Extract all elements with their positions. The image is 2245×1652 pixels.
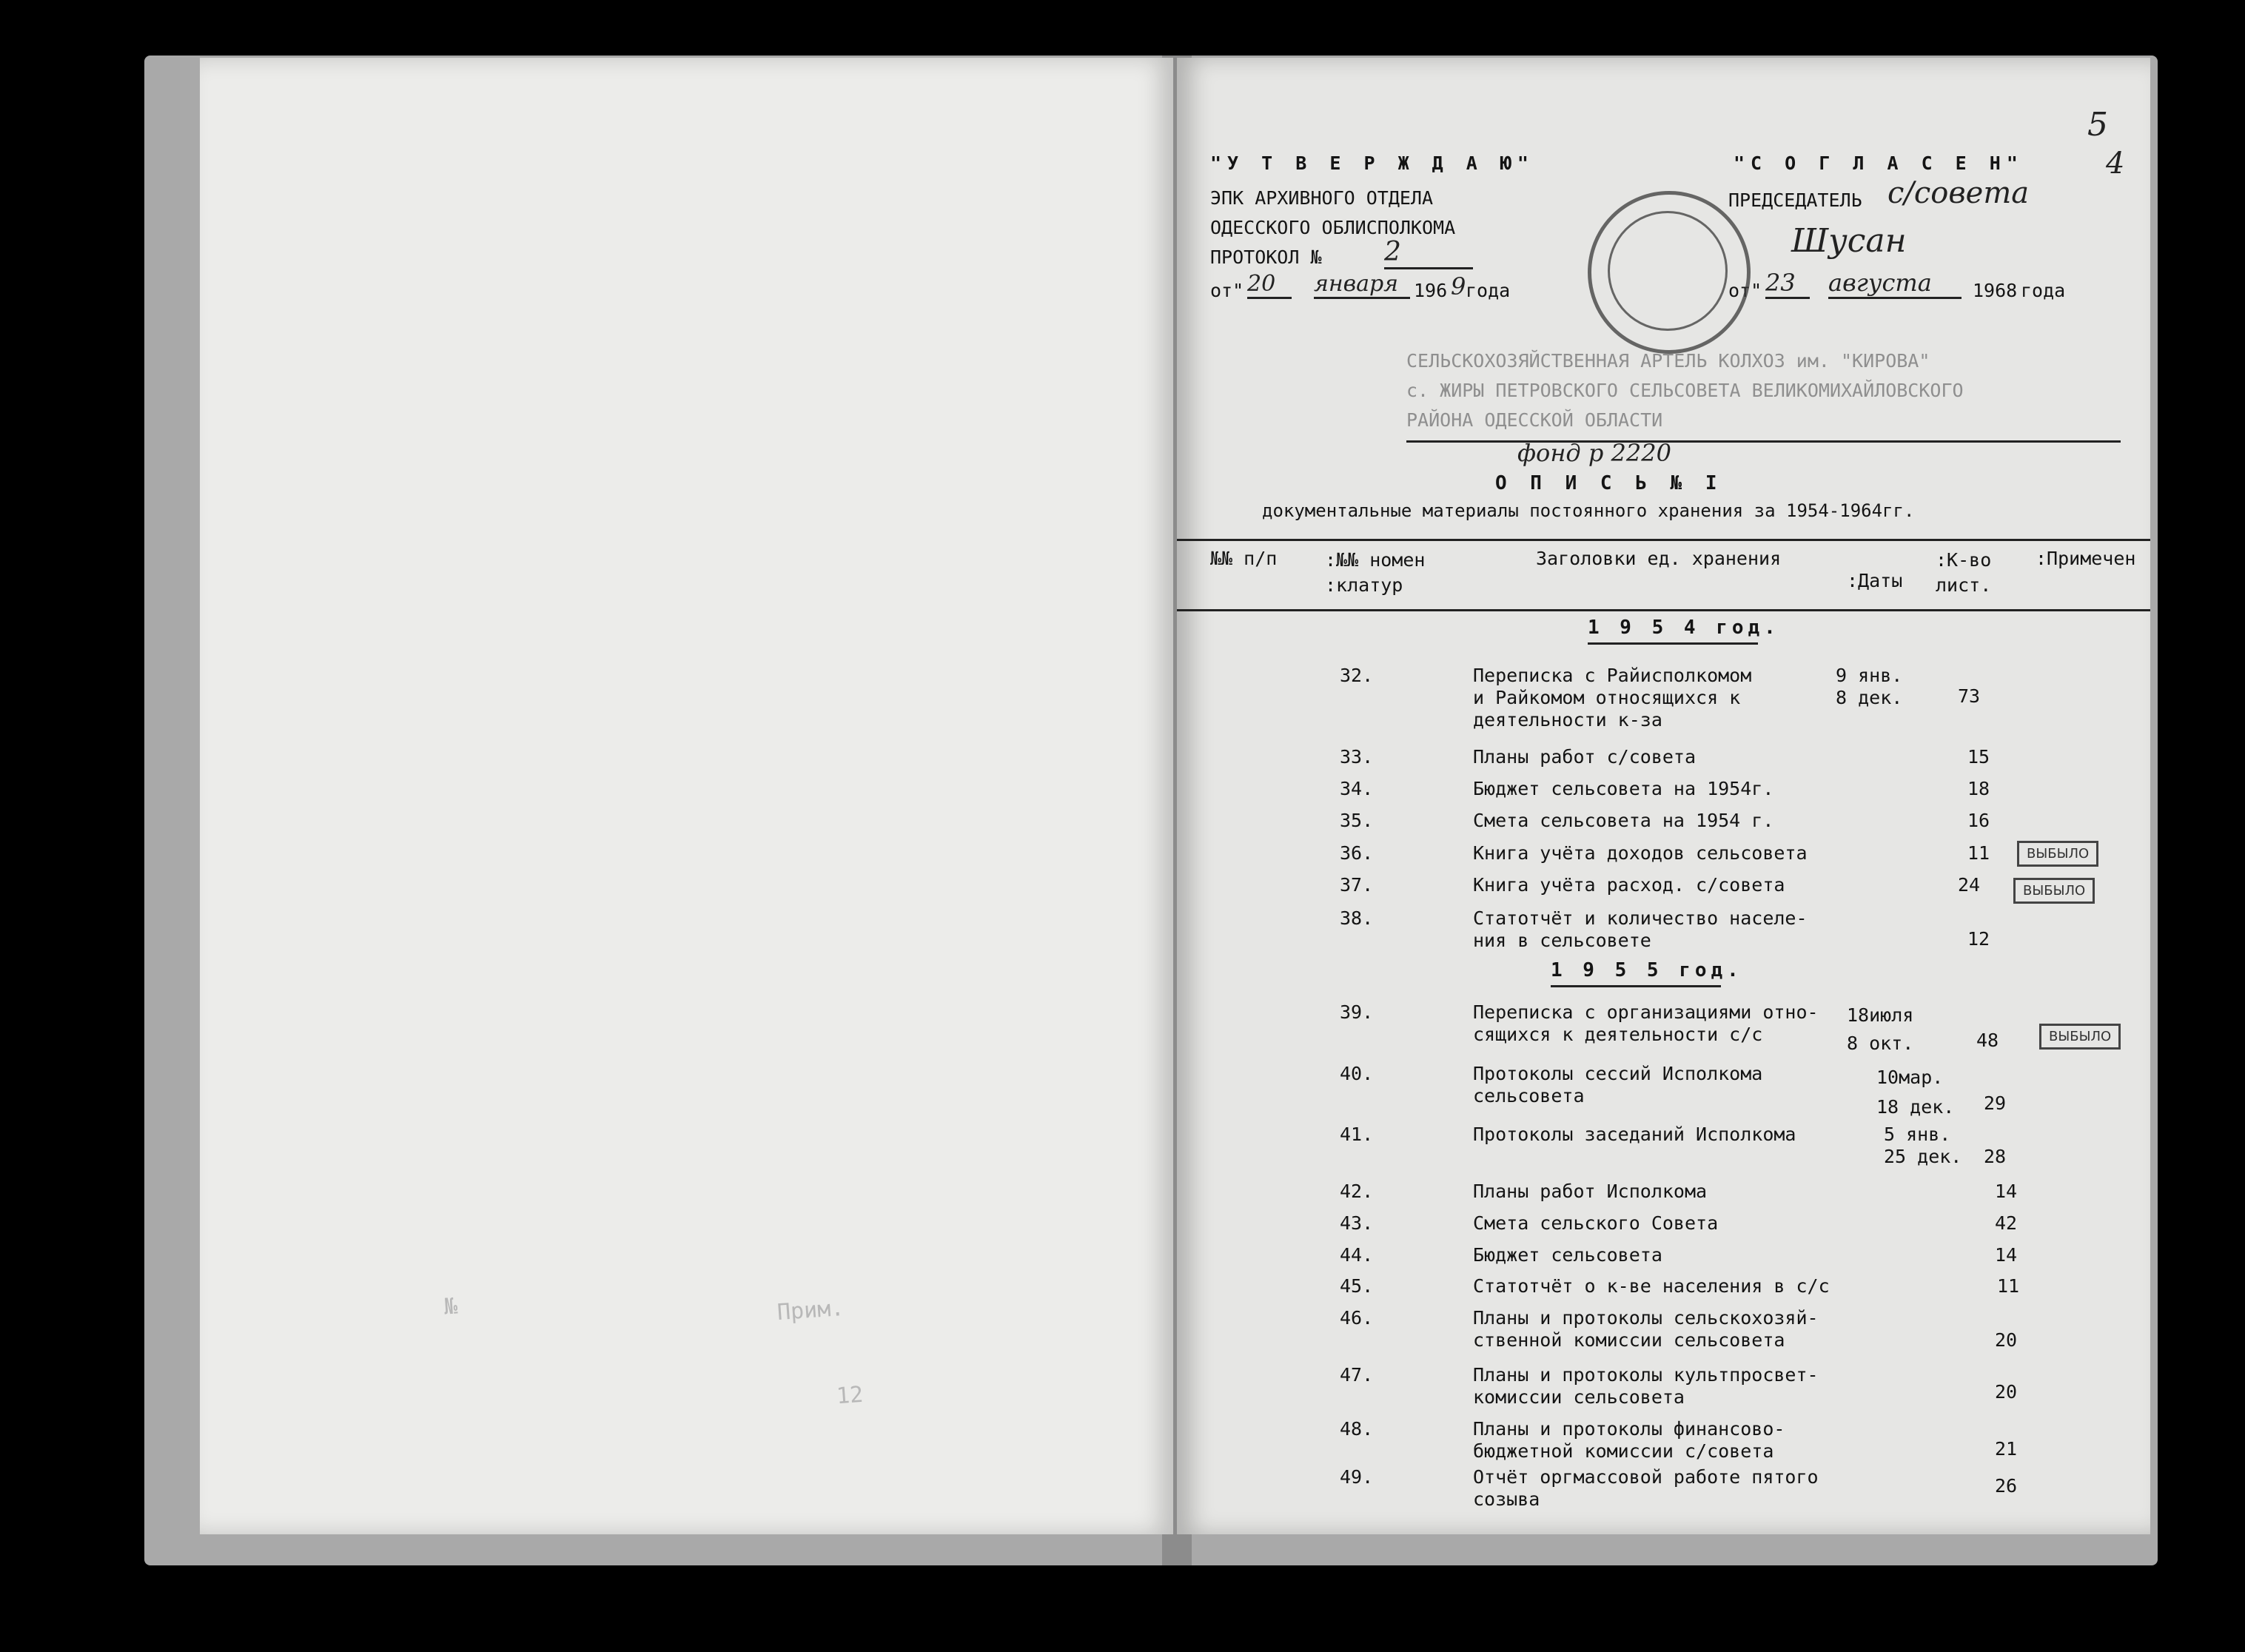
- year-1954-heading: 1 9 5 4 год.: [1588, 617, 1780, 639]
- opis-subtitle: документальные материалы постоянного хранения за 1954-1964гг.: [1262, 500, 1915, 521]
- row-dates: 18июля 8 окт.: [1847, 1004, 1914, 1054]
- row-title: Книга учёта доходов сельсовета: [1473, 842, 1808, 864]
- approved-date-suffix: года: [1466, 280, 1511, 301]
- row-sheets: 20: [1995, 1381, 2018, 1403]
- left-page: [200, 58, 1173, 1534]
- row-sheets: 21: [1995, 1438, 2018, 1460]
- approved-line2: ОДЕССКОГО ОБЛИСПОЛКОМА: [1210, 217, 1456, 238]
- header-index: :№№ номен :клатур: [1325, 549, 1426, 596]
- row-title: Книга учёта расход. с/совета: [1473, 874, 1785, 896]
- agreed-date-prefix: от": [1728, 280, 1762, 301]
- header-sheets: :К-во лист.: [1936, 549, 1992, 596]
- corner-mark: 5: [2087, 106, 2108, 144]
- row-sheets: 15: [1967, 746, 1990, 768]
- row-sheets: 48: [1976, 1030, 1999, 1051]
- row-num: 42.: [1340, 1181, 1374, 1202]
- corner-mark: 4: [2106, 147, 2125, 181]
- organization-line3: РАЙОНА ОДЕССКОЙ ОБЛАСТИ: [1406, 409, 1663, 431]
- row-num: 46.: [1340, 1307, 1374, 1329]
- row-num: 45.: [1340, 1275, 1374, 1297]
- organization-line2: с. ЖИРЫ ПЕТРОВСКОГО СЕЛЬСОВЕТА ВЕЛИКОМИХАЙЛОВСКОГО: [1406, 380, 1964, 401]
- fond-number: фонд р 2220: [1517, 439, 1671, 467]
- row-sheets: 11: [1967, 842, 1990, 864]
- header-num: №№ п/п: [1210, 548, 1278, 569]
- withdrawn-stamp: ВЫБЫЛО: [2013, 878, 2095, 904]
- row-sheets: 16: [1967, 810, 1990, 831]
- year-1954-underline: [1588, 642, 1758, 645]
- row-sheets: 20: [1995, 1329, 2018, 1351]
- header-dates: :Даты: [1847, 570, 1903, 591]
- row-sheets: 18: [1967, 778, 1990, 799]
- row-title: Планы и протоколы сельскохозяй- ственной комиссии сельсовета: [1473, 1307, 1819, 1351]
- row-sheets: 28: [1984, 1146, 2007, 1167]
- approved-date-month: января: [1314, 271, 1410, 299]
- row-title: Планы и протоколы культпросвет- комиссии сельсовета: [1473, 1364, 1819, 1408]
- round-seal: [1588, 191, 1751, 354]
- chairman-label: ПРЕДСЕДАТЕЛЬ: [1728, 189, 1862, 211]
- row-title: Планы и протоколы финансово- бюджетной комиссии с/совета: [1473, 1418, 1785, 1462]
- approved-line1: ЭПК АРХИВНОГО ОТДЕЛА: [1210, 187, 1434, 209]
- protocol-label: ПРОТОКОЛ №: [1210, 246, 1322, 268]
- row-num: 33.: [1340, 746, 1374, 768]
- table-header-rule: [1177, 609, 2150, 611]
- row-num: 36.: [1340, 842, 1374, 864]
- protocol-number: 2: [1384, 237, 1473, 269]
- year-1955-underline: [1551, 985, 1721, 987]
- agreed-date-month: августа: [1828, 269, 1962, 299]
- row-title: Бюджет сельсовета: [1473, 1244, 1662, 1266]
- row-title: Бюджет сельсовета на 1954г.: [1473, 778, 1774, 799]
- withdrawn-stamp: ВЫБЫЛО: [2039, 1024, 2121, 1050]
- row-num: 44.: [1340, 1244, 1374, 1266]
- row-num: 40.: [1340, 1063, 1374, 1084]
- row-num: 39.: [1340, 1001, 1374, 1023]
- agreed-title: "С О Г Л А С Е Н": [1734, 152, 2024, 174]
- row-num: 35.: [1340, 810, 1374, 831]
- row-sheets: 24: [1958, 874, 1981, 896]
- table-top-rule: [1177, 539, 2150, 541]
- row-num: 43.: [1340, 1212, 1374, 1234]
- row-sheets: 42: [1995, 1212, 2018, 1234]
- chairman-signature: Шусан: [1791, 222, 1907, 260]
- row-sheets: 26: [1995, 1475, 2018, 1497]
- row-dates: 5 янв. 25 дек.: [1884, 1124, 1962, 1167]
- row-sheets: 14: [1995, 1244, 2018, 1266]
- row-dates: 10мар. 18 дек.: [1876, 1067, 1955, 1118]
- row-num: 47.: [1340, 1364, 1374, 1386]
- header-title: Заголовки ед. хранения: [1536, 548, 1782, 569]
- agreed-date-suffix: года: [2021, 280, 2066, 301]
- row-sheets: 12: [1967, 928, 1990, 950]
- row-title: Смета сельского Совета: [1473, 1212, 1719, 1234]
- year-1955-heading: 1 9 5 5 год.: [1551, 959, 1743, 981]
- row-title: Планы работ с/совета: [1473, 746, 1697, 768]
- row-title: Переписка с Райисполкомом и Райкомом относящихся к деятельности к-за: [1473, 665, 1752, 731]
- row-num: 34.: [1340, 778, 1374, 799]
- row-sheets: 29: [1984, 1092, 2007, 1114]
- row-num: 49.: [1340, 1466, 1374, 1488]
- chairman-handwritten: с/совета: [1887, 176, 2030, 210]
- organization-divider: [1406, 440, 2121, 443]
- faint-mark: 12: [835, 1381, 865, 1410]
- withdrawn-stamp: ВЫБЫЛО: [2017, 841, 2098, 867]
- row-title: Протоколы заседаний Исполкома: [1473, 1124, 1796, 1145]
- document-page: [1177, 58, 2150, 1534]
- approved-date-prefix: от": [1210, 280, 1244, 301]
- approved-date-year-hw: 9: [1451, 272, 1466, 300]
- faint-mark: Прим.: [776, 1295, 845, 1326]
- row-title: Протоколы сессий Исполкома сельсовета: [1473, 1063, 1763, 1107]
- row-num: 38.: [1340, 907, 1374, 929]
- opis-title: О П И С Ь № I: [1495, 472, 1723, 494]
- row-title: Смета сельсовета на 1954 г.: [1473, 810, 1774, 831]
- row-title: Планы работ Исполкома: [1473, 1181, 1708, 1202]
- row-title: Отчёт оргмассовой работе пятого созыва: [1473, 1466, 1819, 1510]
- row-sheets: 73: [1958, 685, 1981, 707]
- header-notes: :Примечен: [2036, 548, 2136, 569]
- row-sheets: 11: [1997, 1275, 2020, 1297]
- row-num: 41.: [1340, 1124, 1374, 1145]
- approved-date-year: 196: [1414, 280, 1448, 301]
- approved-date-day: 20: [1247, 271, 1292, 299]
- faint-mark: №: [443, 1293, 459, 1320]
- row-num: 48.: [1340, 1418, 1374, 1440]
- agreed-date-year: 1968: [1973, 280, 2018, 301]
- approved-title: "У Т В Е Р Ж Д А Ю": [1210, 152, 1534, 174]
- row-dates: 9 янв. 8 дек.: [1836, 665, 1903, 708]
- agreed-date-day: 23: [1765, 269, 1810, 299]
- row-title: Переписка с организациями отно- сящихся к деятельности с/с: [1473, 1001, 1819, 1045]
- row-num: 32.: [1340, 665, 1374, 686]
- organization-line1: СЕЛЬСКОХОЗЯЙСТВЕННАЯ АРТЕЛЬ КОЛХОЗ им. "КИРОВА": [1406, 350, 1930, 372]
- row-sheets: 14: [1995, 1181, 2018, 1202]
- row-num: 37.: [1340, 874, 1374, 896]
- row-title: Статотчёт о к-ве населения в с/с: [1473, 1275, 1830, 1297]
- row-title: Статотчёт и количество населе- ния в сельсовете: [1473, 907, 1808, 951]
